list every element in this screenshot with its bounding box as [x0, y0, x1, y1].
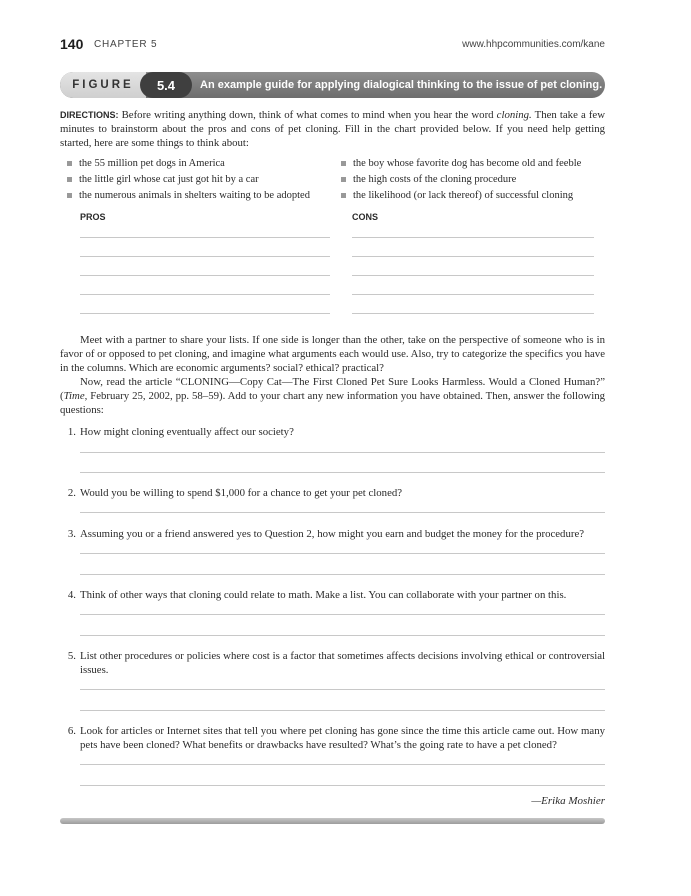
- question-text: How might cloning eventually affect our society?: [80, 426, 294, 438]
- directions-label: DIRECTIONS:: [60, 110, 119, 120]
- cons-answer-line[interactable]: [352, 256, 594, 257]
- article-paragraph: [60, 375, 605, 417]
- chapter-label: CHAPTER 5: [94, 39, 158, 50]
- list-item: the likelihood (or lack thereof) of successful cloning: [340, 188, 581, 204]
- footer-bar: [60, 818, 605, 824]
- answer-line[interactable]: [80, 574, 605, 575]
- figure-number: 5.4: [140, 72, 192, 98]
- question-number: 1.: [67, 426, 76, 438]
- cons-answer-line[interactable]: [352, 275, 594, 276]
- pros-heading: PROS: [80, 212, 106, 222]
- answer-line[interactable]: [80, 764, 605, 765]
- pros-answer-line[interactable]: [80, 237, 330, 238]
- figure-caption: An example guide for applying dialogical thinking to the issue of pet cloning.: [200, 79, 603, 91]
- author-signature: —Erika Moshier: [531, 795, 605, 807]
- cons-answer-line[interactable]: [352, 237, 594, 238]
- bullet-list-left: [66, 156, 310, 204]
- answer-line[interactable]: [80, 512, 605, 513]
- list-item: the little girl whose cat just got hit by a car: [66, 172, 310, 188]
- answer-line[interactable]: [80, 710, 605, 711]
- question-number: 3.: [67, 528, 76, 540]
- answer-line[interactable]: [80, 452, 605, 453]
- question-text: Assuming you or a friend answered yes to Question 2, how might you earn and budget the money for the procedure?: [80, 528, 585, 540]
- answer-line[interactable]: [80, 635, 605, 636]
- question-number: 4.: [67, 589, 76, 601]
- question-1: [60, 425, 605, 439]
- question-number: 5.: [67, 650, 76, 662]
- list-item: the 55 million pet dogs in America: [66, 156, 310, 172]
- question-number: 2.: [67, 487, 76, 499]
- question-text: Would you be willing to spend $1,000 for a chance to get your pet cloned?: [80, 487, 403, 499]
- figure-banner: [60, 72, 605, 98]
- question-text: Look for articles or Internet sites that tell you where pet cloning has gone since the time this article came out. How many pets have been cloned? What benefits or drawbacks have resulted? What’s the going rate to have a pet cloned?: [80, 725, 605, 751]
- question-number: 6.: [67, 725, 76, 737]
- question-5: [60, 649, 605, 677]
- bullet-list-right: [340, 156, 581, 204]
- answer-line[interactable]: [80, 689, 605, 690]
- answer-line[interactable]: [80, 785, 605, 786]
- list-item: the numerous animals in shelters waiting to be adopted: [66, 188, 310, 204]
- list-item: the boy whose favorite dog has become old and feeble: [340, 156, 581, 172]
- article-text-1: Now, read the article “CLONING—Copy Cat—The First Cloned Pet Sure Looks Harmless. Would a Cloned Human?” (: [60, 376, 605, 402]
- question-text: Think of other ways that cloning could relate to math. Make a list. You can collaborate with your partner on this.: [80, 589, 567, 601]
- question-6: [60, 724, 605, 752]
- answer-line[interactable]: [80, 614, 605, 615]
- directions-italic: cloning.: [496, 109, 532, 121]
- question-4: [60, 588, 605, 602]
- website-url: www.hhpcommunities.com/kane: [462, 39, 605, 50]
- instructions-paragraph: Meet with a partner to share your lists. If one side is longer than the other, take on the perspective of someone who is in favor of or opposed to pet cloning, and imagine what arguments each would use. Also, try to categorize the specifics you have in the columns. Which are economic arguments? social? ethical? practical?: [60, 334, 605, 374]
- directions-paragraph: [60, 108, 605, 150]
- cons-answer-line[interactable]: [352, 313, 594, 314]
- pros-answer-line[interactable]: [80, 294, 330, 295]
- question-text: List other procedures or policies where cost is a factor that sometimes affects decisions involving ethical or controversial issues.: [80, 650, 605, 676]
- answer-line[interactable]: [80, 553, 605, 554]
- pros-answer-line[interactable]: [80, 313, 330, 314]
- directions-text-2: Then take a few minutes to brainstorm about the pros and cons of pet cloning. Fill in the chart provided below. If you need help getting started, here are some things to think about:: [60, 109, 606, 149]
- pros-answer-line[interactable]: [80, 256, 330, 257]
- question-3: [60, 527, 605, 541]
- article-text-2: February 25, 2002, pp. 58–59). Add to your chart any new information you have obtained. Then, answer the following questions:: [60, 390, 605, 416]
- answer-line[interactable]: [80, 472, 605, 473]
- pros-answer-line[interactable]: [80, 275, 330, 276]
- cons-heading: CONS: [352, 212, 379, 222]
- directions-text-1: Before writing anything down, think of what comes to mind when you hear the word: [118, 109, 497, 121]
- figure-label: FIGURE: [60, 72, 146, 98]
- page-number: 140: [60, 36, 84, 52]
- page-header: [60, 36, 605, 56]
- question-2: [60, 486, 605, 500]
- list-item: the high costs of the cloning procedure: [340, 172, 581, 188]
- article-source-italic: Time,: [63, 390, 88, 402]
- cons-answer-line[interactable]: [352, 294, 594, 295]
